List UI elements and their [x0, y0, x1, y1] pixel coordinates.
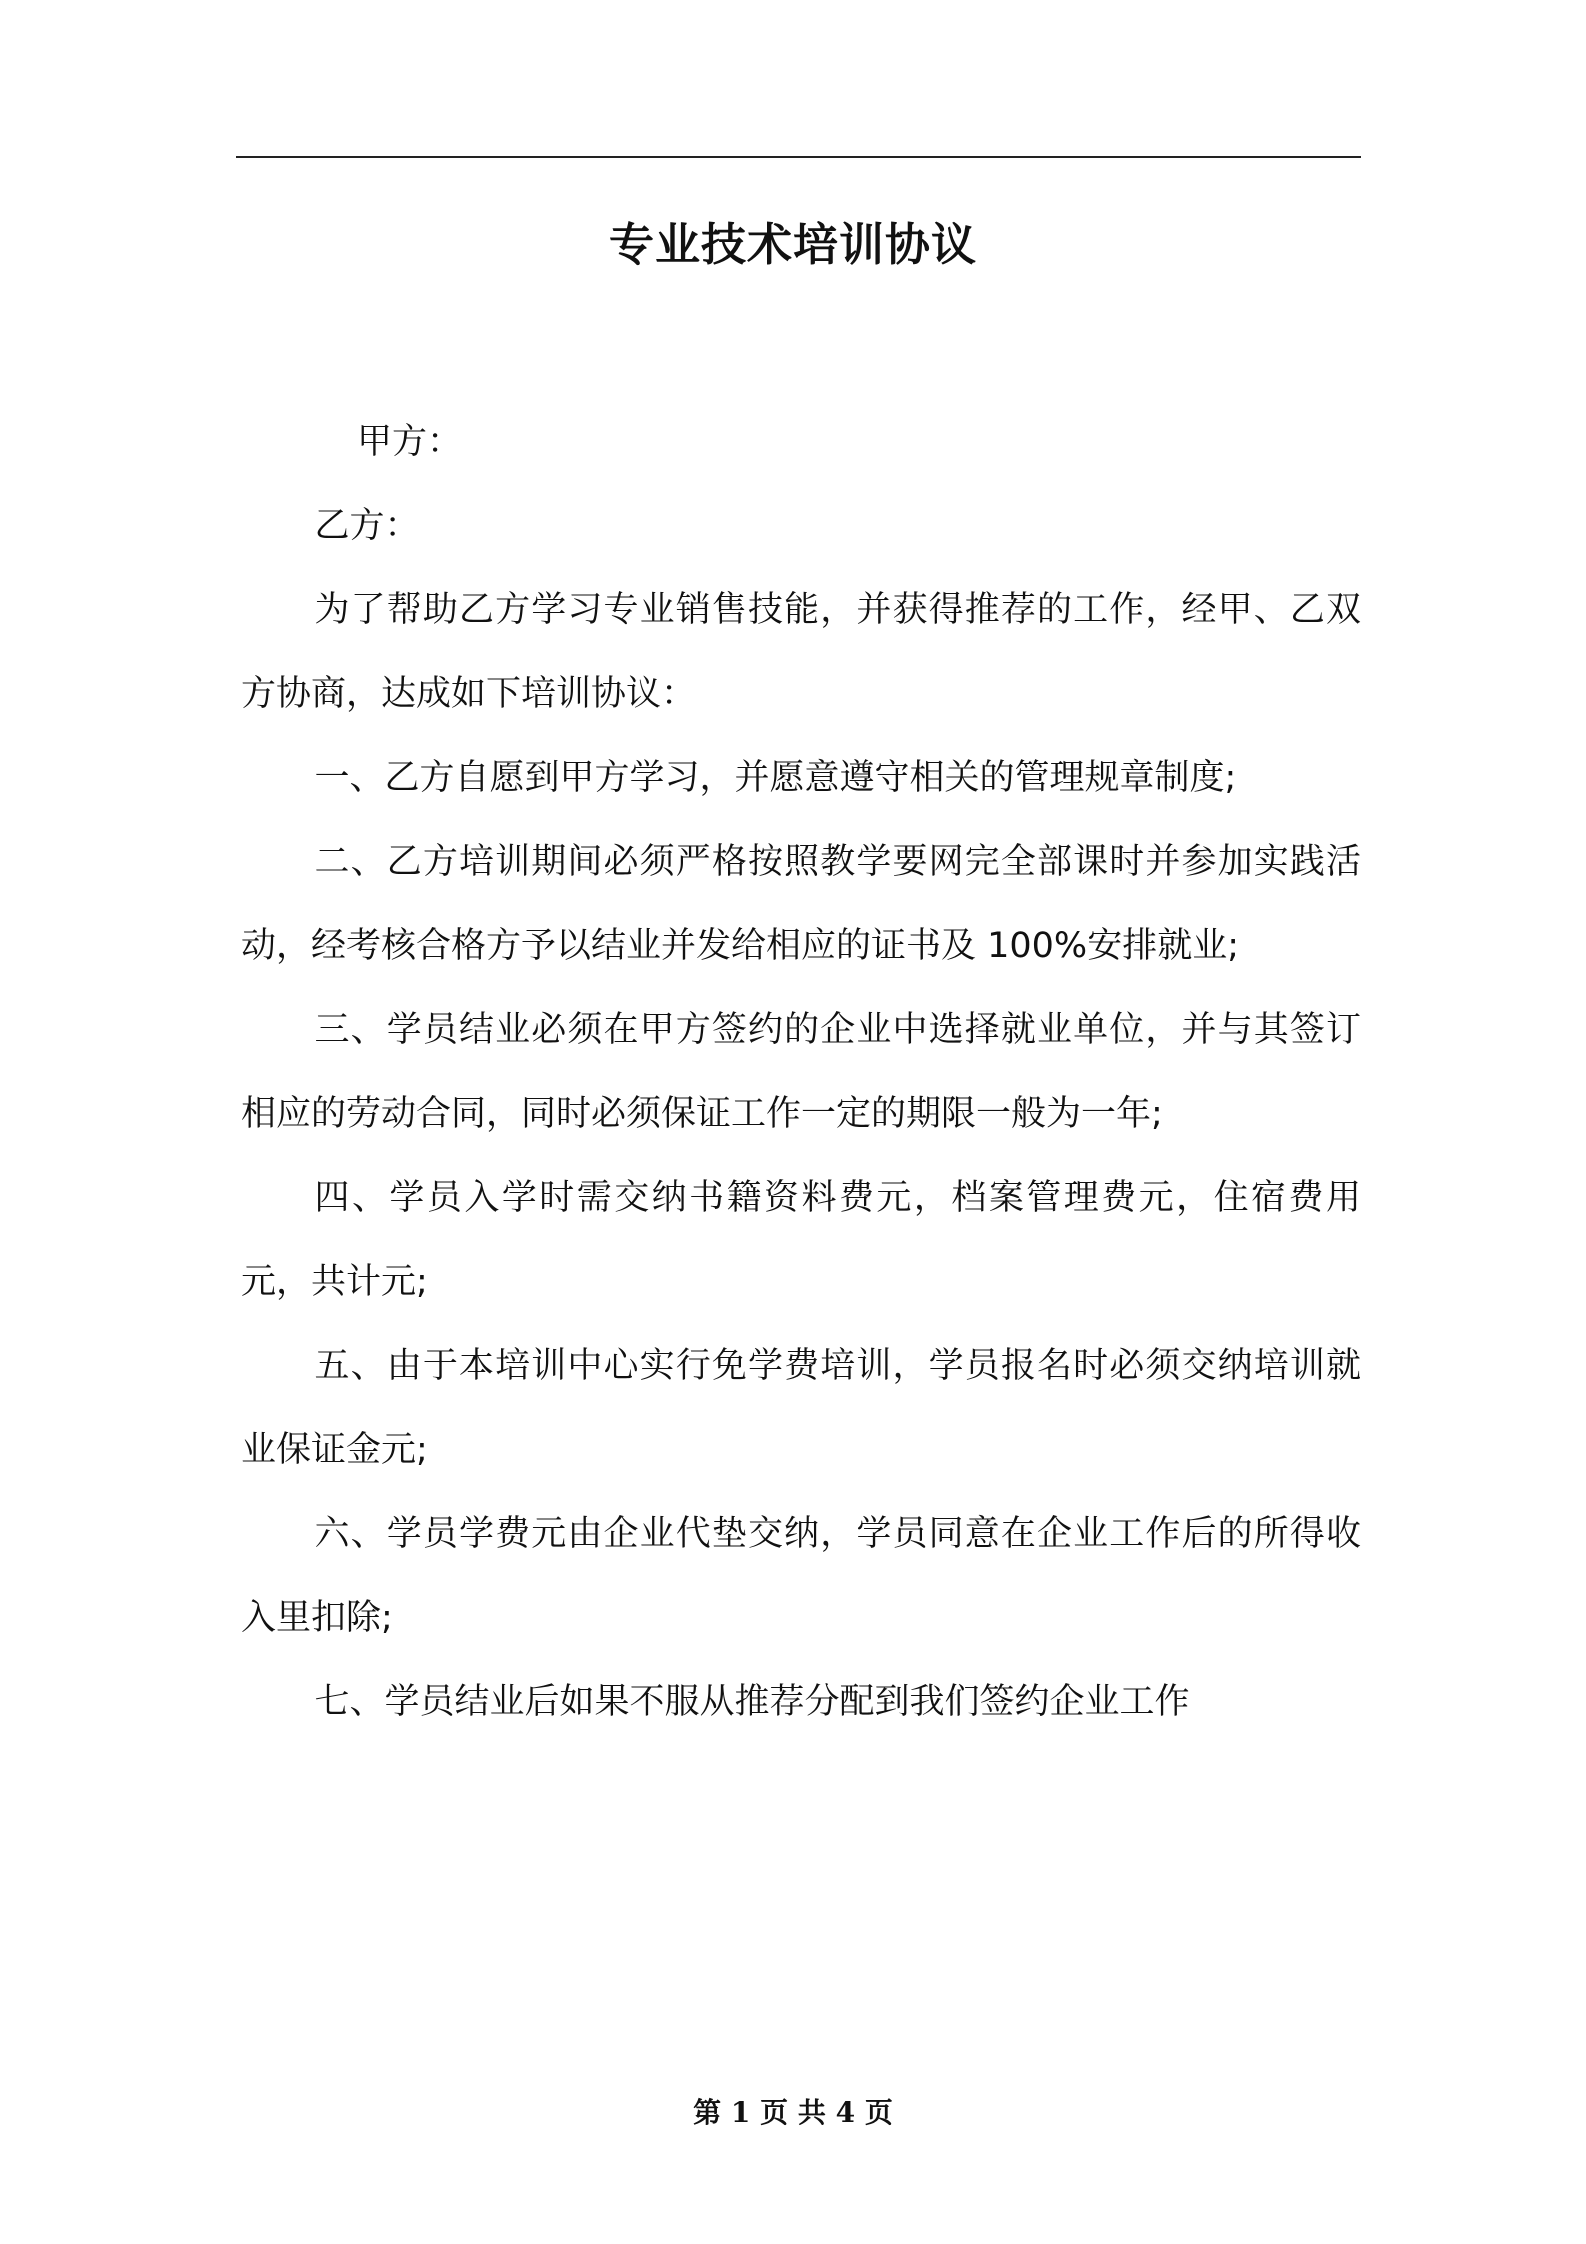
clause-2: 二、乙方培训期间必须严格按照教学要网完全部课时并参加实践活动，经考核合格方予以结业并发给相应的证书及 100%安排就业; [241, 842, 1361, 966]
page-number-footer: 第 1 页 共 4 页 [693, 2096, 893, 2129]
clause-3: 三、学员结业必须在甲方签约的企业中选择就业单位，并与其签订相应的劳动合同，同时必须保证工作一定的期限一般为一年; [241, 1010, 1361, 1134]
clause-4: 四、学员入学时需交纳书籍资料费元，档案管理费元，住宿费用元，共计元; [241, 1178, 1361, 1302]
party-a-line: 甲方： [357, 422, 463, 462]
header-divider [236, 156, 1361, 158]
intro-paragraph: 为了帮助乙方学习专业销售技能，并获得推荐的工作，经甲、乙双方协商，达成如下培训协议： [241, 590, 1361, 714]
document-body [241, 400, 1361, 1744]
party-b-line: 乙方： [314, 506, 420, 546]
document-title: 专业技术培训协议 [608, 218, 977, 271]
clause-6: 六、学员学费元由企业代垫交纳，学员同意在企业工作后的所得收入里扣除; [241, 1514, 1361, 1638]
clause-7: 七、学员结业后如果不服从推荐分配到我们签约企业工作 [314, 1682, 1190, 1722]
clause-1: 一、乙方自愿到甲方学习，并愿意遵守相关的管理规章制度; [314, 758, 1237, 798]
clause-5: 五、由于本培训中心实行免学费培训，学员报名时必须交纳培训就业保证金元; [241, 1346, 1361, 1470]
